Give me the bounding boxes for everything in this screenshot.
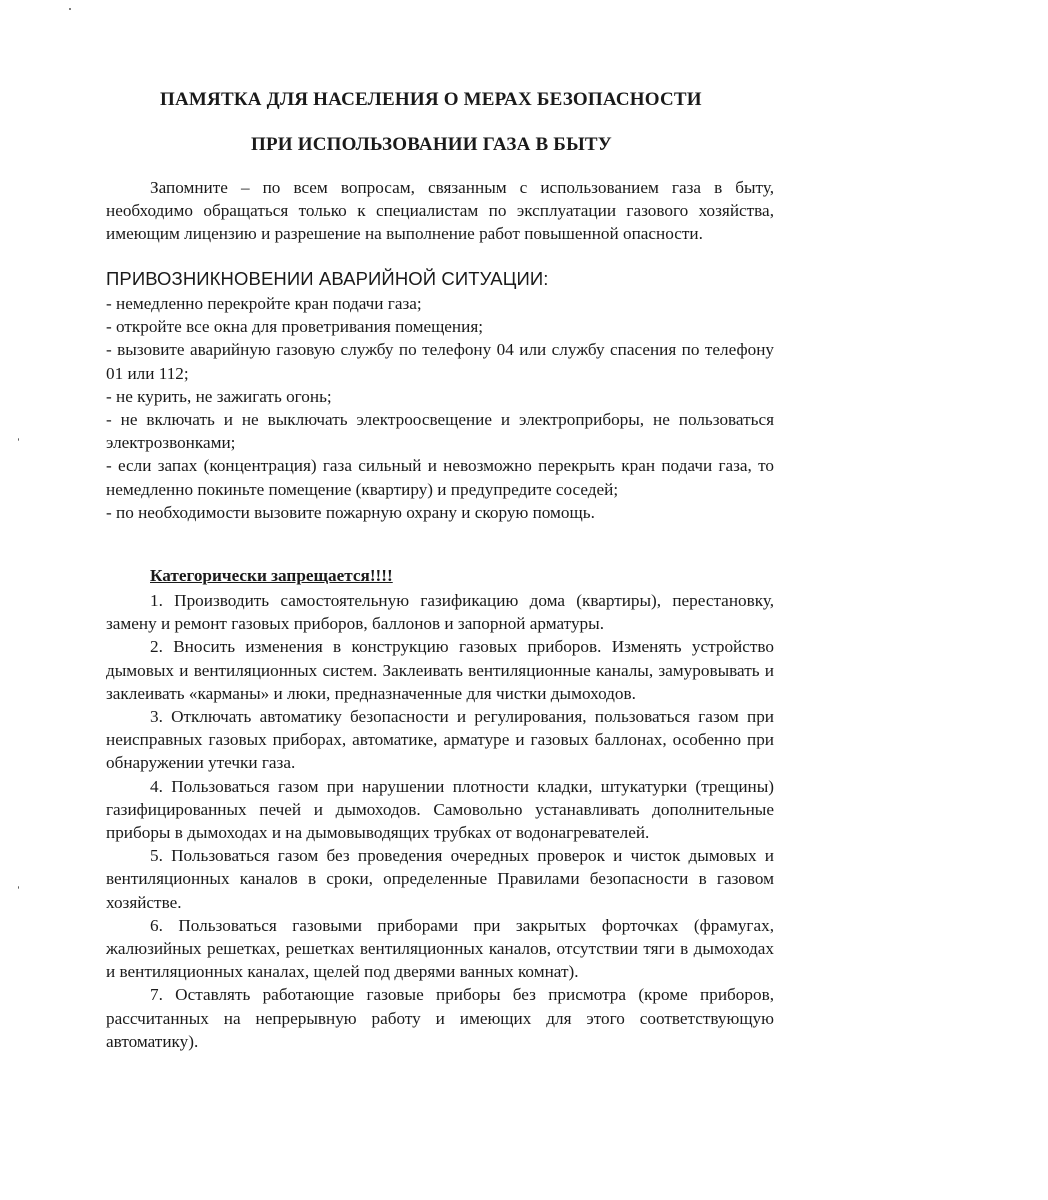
forbidden-heading: Категорически запрещается!!!! <box>150 566 393 585</box>
emergency-list <box>106 292 774 524</box>
emergency-item: - если запах (концентрация) газа сильный и невозможно перекрыть кран подачи газа, то немедленно покиньте помещение (квартиру) и предупредите соседей; <box>106 456 774 499</box>
forbidden-item: 7. Оставлять работающие газовые приборы без присмотра (кроме приборов, рассчитанных на непрерывную работу и имеющих для этого соответствующую автоматику). <box>106 985 774 1051</box>
forbidden-item: 2. Вносить изменения в конструкцию газовых приборов. Изменять устройство дымовых и вентиляционных систем. Заклеивать вентиляционные каналы, замуровывать и заклеивать «карманы» и люки, предназначенные для чистки дымоходов. <box>106 637 774 703</box>
emergency-heading: ПРИВОЗНИКНОВЕНИИ АВАРИЙНОЙ СИТУАЦИИ: <box>106 268 549 289</box>
forbidden-list <box>106 589 774 1053</box>
forbidden-item: 5. Пользоваться газом без проведения очередных проверок и чисток дымовых и вентиляционных каналов в сроки, определенные Правилами безопасности в газовом хозяйстве. <box>106 846 774 912</box>
emergency-item: - не курить, не зажигать огонь; <box>106 386 332 406</box>
forbidden-item: 4. Пользоваться газом при нарушении плотности кладки, штукатурки (трещины) газифицированных печей и дымоходов. Самовольно устанавливать дополнительные приборы в дымоходах и на дымовыводящих трубках от водонагревателей. <box>106 776 774 843</box>
intro-paragraph-block <box>106 176 774 246</box>
scan-speck <box>18 886 19 889</box>
forbidden-item: 6. Пользоваться газовыми приборами при закрытых форточках (фрамугах, жалюзийных решетках, решетках вентиляционных каналов, отсутствии тяги в дымоходах и вентиляционных каналах, щелей под дверями ванных комнат). <box>106 915 774 982</box>
intro-paragraph: Запомните – по всем вопросам, связанным с использованием газа в быту, необходимо обращаться только к специалистам по эксплуатации газового хозяйства, имеющим лицензию и разрешение на выполнение работ повышенной опасности. <box>106 178 774 244</box>
emergency-item: - вызовите аварийную газовую службу по телефону 04 или службу спасения по телефону 01 или 112; <box>106 340 774 383</box>
forbidden-item: 1. Производить самостоятельную газификацию дома (квартиры), перестановку, замену и ремонт газовых приборов, баллонов и запорной арматуры. <box>106 591 774 634</box>
emergency-item: - по необходимости вызовите пожарную охрану и скорую помощь. <box>106 502 595 522</box>
scan-speck <box>18 438 19 441</box>
document-title-line-2: ПРИ ИСПОЛЬЗОВАНИИ ГАЗА В БЫТУ <box>251 134 612 155</box>
emergency-item: - откройте все окна для проветривания помещения; <box>106 317 484 337</box>
emergency-item: - немедленно перекройте кран подачи газа; <box>106 294 422 313</box>
scan-speck <box>69 8 71 10</box>
forbidden-item: 3. Отключать автоматику безопасности и регулирования, пользоваться газом при неисправных газовых приборах, автоматике, арматуре и газовых баллонах, особенно при обнаружении утечки газа. <box>106 707 774 773</box>
emergency-item: - не включать и не выключать электроосвещение и электроприборы, не пользоваться электрозвонками; <box>106 410 774 453</box>
document-title-line-1: ПАМЯТКА ДЛЯ НАСЕЛЕНИЯ О МЕРАХ БЕЗОПАСНОСТИ <box>160 89 702 110</box>
